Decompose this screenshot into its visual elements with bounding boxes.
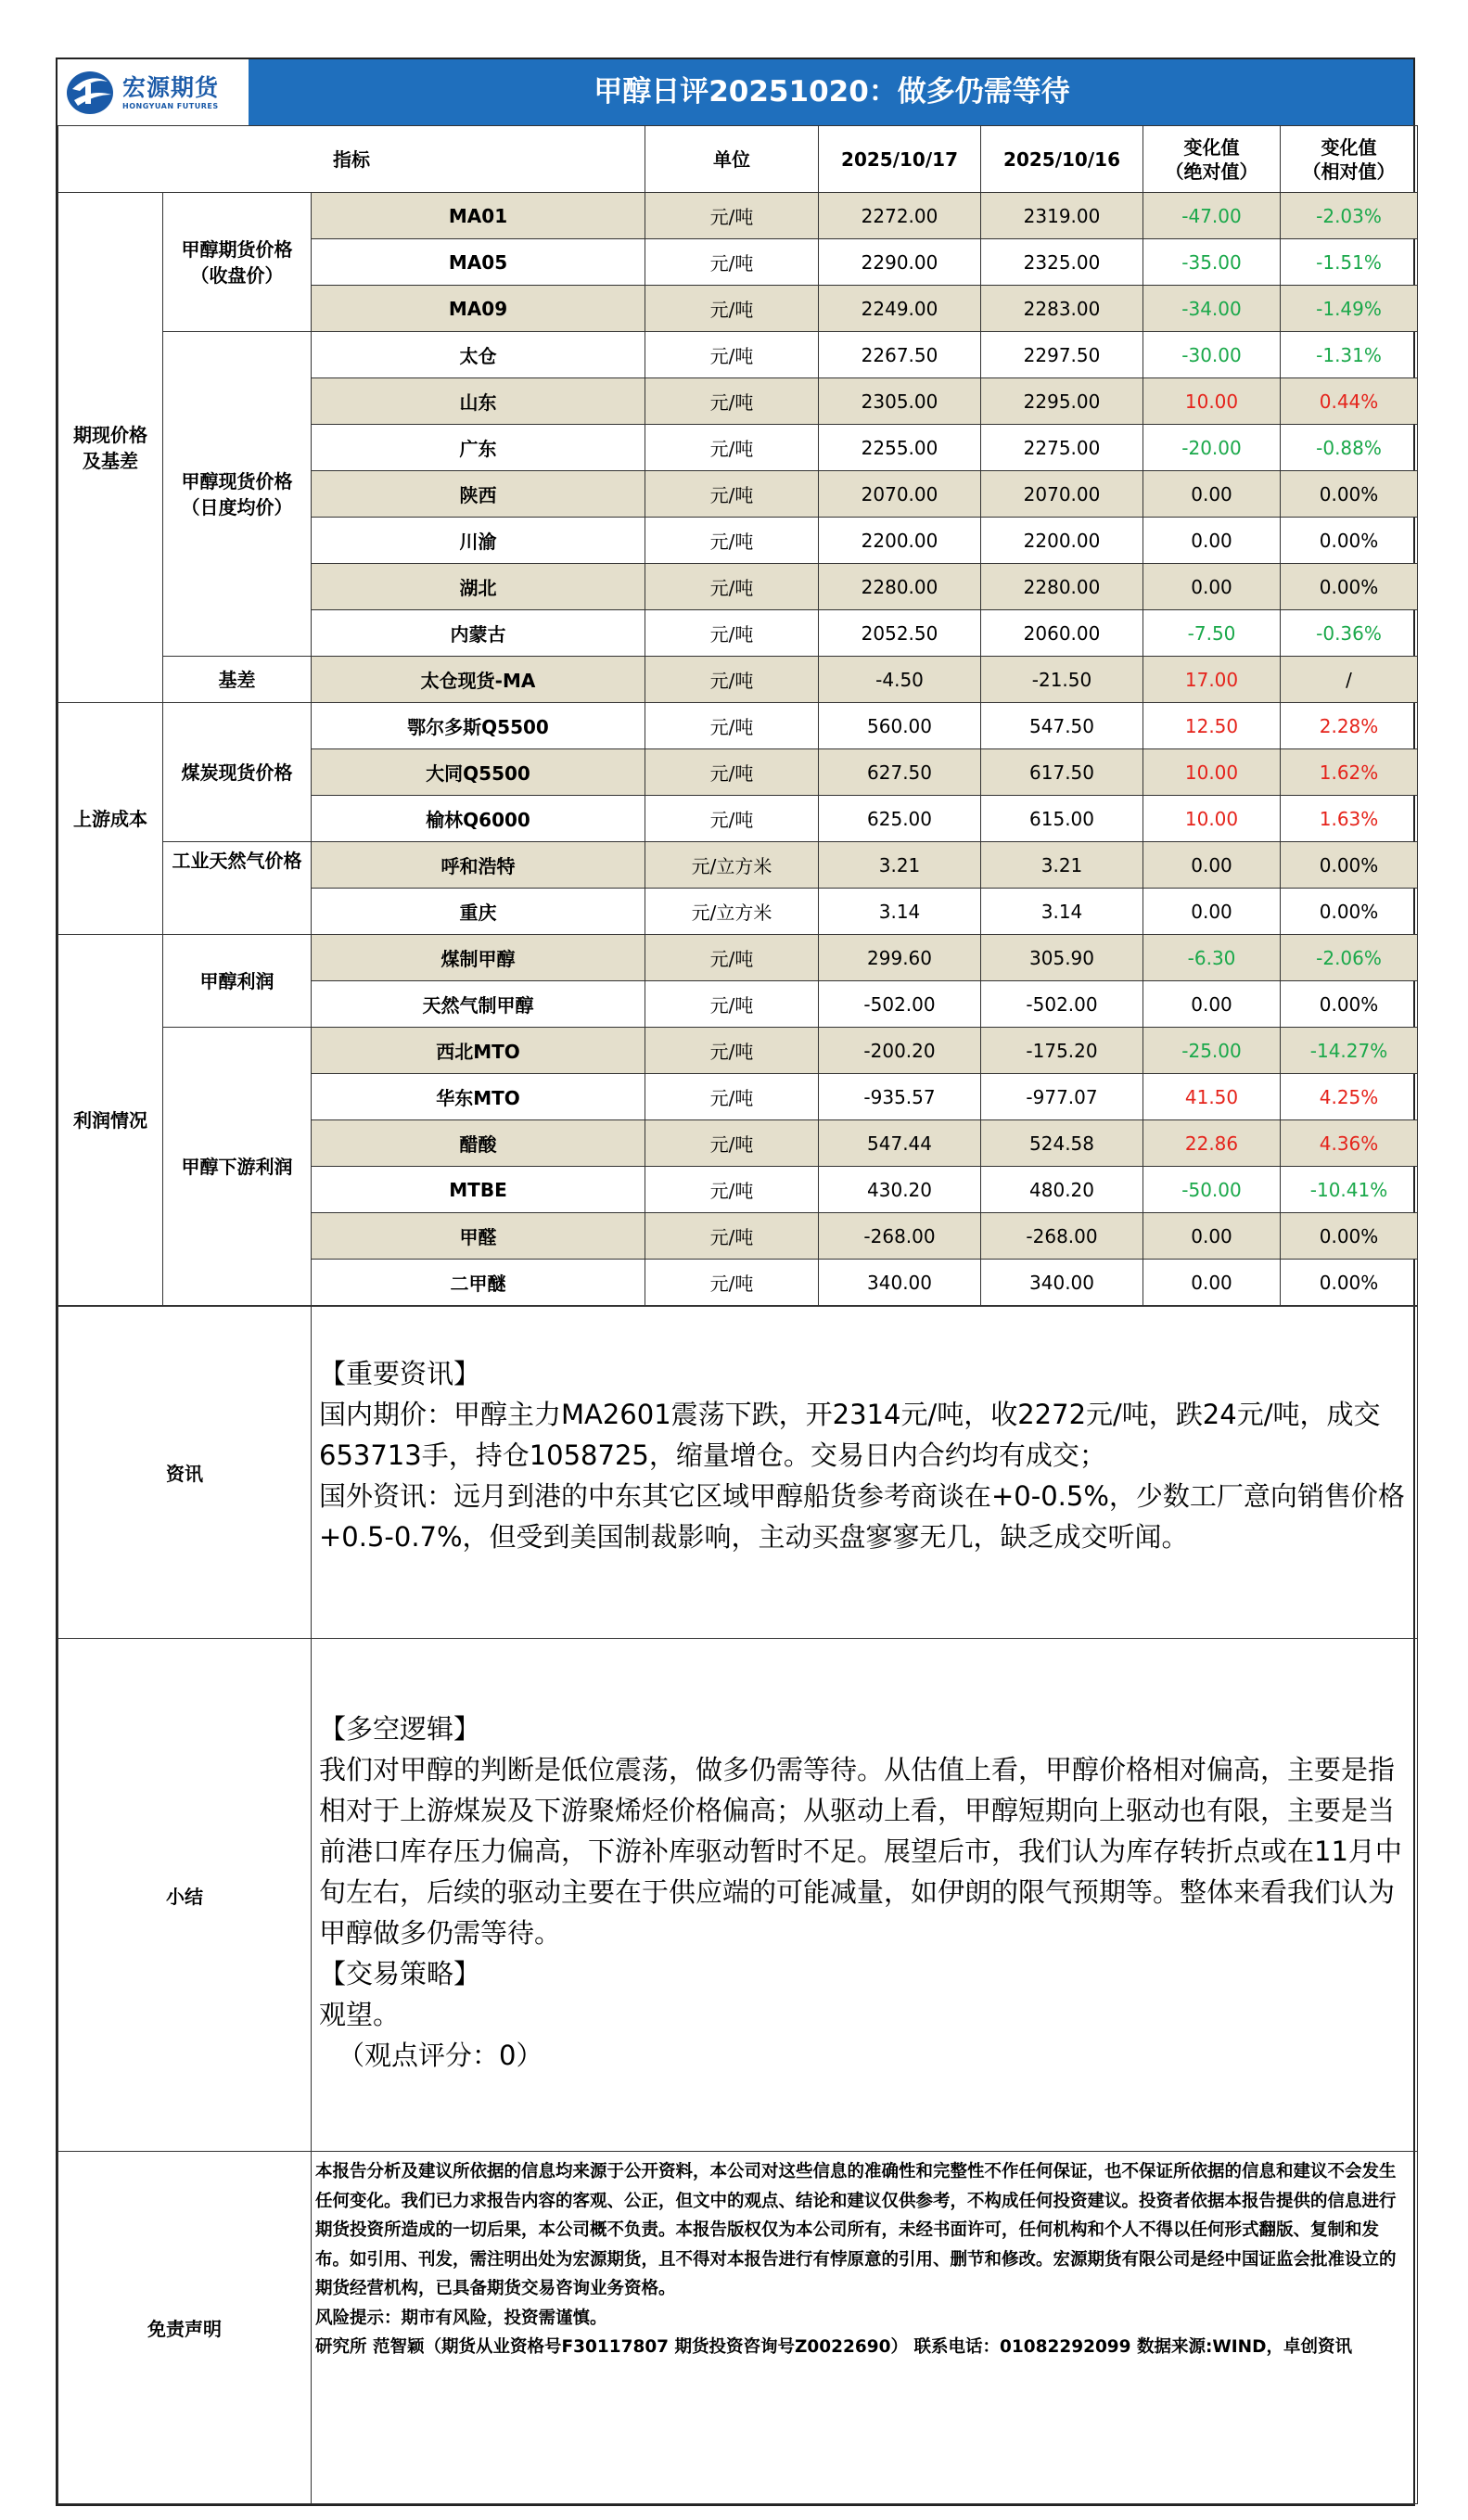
subcategory-meoh-profit: 甲醇利润 [163, 935, 312, 1028]
unit-cell: 元/吨 [645, 796, 819, 842]
value-date2: 547.50 [981, 703, 1143, 749]
summary-row [58, 1639, 1418, 2152]
value-date1: -935.57 [819, 1074, 981, 1120]
indicator-name: MA01 [312, 193, 645, 239]
unit-cell: 元/吨 [645, 610, 819, 657]
unit-cell: 元/吨 [645, 286, 819, 332]
disclaimer-row [58, 2152, 1418, 2504]
value-date2: -502.00 [981, 981, 1143, 1028]
news-foreign: 国外资讯：远月到港的中东其它区域甲醇船货参考商谈在+0-0.5%，少数工厂意向销售价格+0.5-0.7%，但受到美国制裁影响，主动买盘寥寥无几，缺乏成交听闻。 [319, 1480, 1405, 1553]
value-date2: 2200.00 [981, 518, 1143, 564]
value-date2: 2283.00 [981, 286, 1143, 332]
unit-cell: 元/吨 [645, 378, 819, 425]
rel-change-cell: 0.00% [1281, 1260, 1418, 1306]
table-row [58, 332, 1418, 378]
subcategory-coal-spot: 煤炭现货价格 [163, 703, 312, 842]
unit-cell: 元/吨 [645, 471, 819, 518]
col-header-date2: 2025/10/16 [981, 126, 1143, 193]
indicator-name: 太仓现货-MA [312, 657, 645, 703]
abs-change-cell: -35.00 [1143, 239, 1281, 286]
value-date1: 340.00 [819, 1260, 981, 1306]
category-upstream: 上游成本 [58, 703, 163, 935]
hongyuan-logo-icon [65, 69, 119, 117]
value-date1: 2255.00 [819, 425, 981, 471]
news-label: 资讯 [58, 1307, 312, 1639]
indicator-name: 鄂尔多斯Q5500 [312, 703, 645, 749]
view-score: （观点评分：0） [338, 2040, 543, 2071]
value-date1: 2249.00 [819, 286, 981, 332]
rel-change-line2: （相对值） [1302, 160, 1396, 183]
unit-cell: 元/吨 [645, 1260, 819, 1306]
unit-cell: 元/吨 [645, 1213, 819, 1260]
abs-change-cell: 17.00 [1143, 657, 1281, 703]
disclaimer-label: 免责声明 [58, 2152, 312, 2504]
value-date1: -200.20 [819, 1028, 981, 1074]
subcategory-text: 甲醇期货价格 [181, 237, 293, 261]
subcategory-futures-close [163, 193, 312, 332]
value-date2: -268.00 [981, 1213, 1143, 1260]
value-date2: 3.21 [981, 842, 1143, 889]
unit-cell: 元/吨 [645, 518, 819, 564]
value-date1: 2272.00 [819, 193, 981, 239]
abs-change-cell: -50.00 [1143, 1167, 1281, 1213]
value-date1: 299.60 [819, 935, 981, 981]
indicator-name: 西北MTO [312, 1028, 645, 1074]
subcategory-text: （日度均价） [181, 495, 293, 518]
rel-change-cell: 0.00% [1281, 471, 1418, 518]
indicator-name: 川渝 [312, 518, 645, 564]
abs-change-cell: -7.50 [1143, 610, 1281, 657]
rel-change-line1: 变化值 [1321, 135, 1377, 159]
logo-english-text: HONGYUAN FUTURES [122, 102, 219, 110]
rel-change-cell: 4.36% [1281, 1120, 1418, 1167]
value-date1: -4.50 [819, 657, 981, 703]
abs-change-line2: （绝对值） [1165, 160, 1258, 183]
unit-cell: 元/吨 [645, 425, 819, 471]
indicator-name: 二甲醚 [312, 1260, 645, 1306]
indicator-name: MA09 [312, 286, 645, 332]
value-date2: 2280.00 [981, 564, 1143, 610]
rel-change-cell: -0.36% [1281, 610, 1418, 657]
indicator-name: 广东 [312, 425, 645, 471]
indicator-name: 甲醛 [312, 1213, 645, 1260]
abs-change-cell: 0.00 [1143, 889, 1281, 935]
value-date1: 547.44 [819, 1120, 981, 1167]
abs-change-cell: -47.00 [1143, 193, 1281, 239]
logic-text: 我们对甲醇的判断是低位震荡，做多仍需等待。从估值上看，甲醇价格相对偏高，主要是指相对于上游煤炭及下游聚烯烃价格偏高；从驱动上看，甲醇短期向上驱动也有限，主要是当前港口库存压力偏高，下游补库驱动暂时不足。展望后市，我们认为库存转折点或在11月中旬左右，后续的驱动主要在于供应端的可能减量，如伊朗的限气预期等。整体来看我们认为甲醇做多仍需等待。 [319, 1754, 1402, 1949]
rel-change-cell: -2.03% [1281, 193, 1418, 239]
value-date1: 2200.00 [819, 518, 981, 564]
news-heading: 【重要资讯】 [319, 1358, 481, 1389]
unit-cell: 元/立方米 [645, 889, 819, 935]
unit-cell: 元/吨 [645, 564, 819, 610]
unit-cell: 元/吨 [645, 935, 819, 981]
value-date1: 2052.50 [819, 610, 981, 657]
value-date2: 2060.00 [981, 610, 1143, 657]
subcategory-basis: 基差 [163, 657, 312, 703]
value-date1: 430.20 [819, 1167, 981, 1213]
indicator-name: MTBE [312, 1167, 645, 1213]
table-row [58, 193, 1418, 239]
disclaimer-content [312, 2152, 1418, 2504]
unit-cell: 元/吨 [645, 1028, 819, 1074]
indicator-name: 呼和浩特 [312, 842, 645, 889]
strategy-text: 观望。 [319, 1999, 401, 2030]
table-row [58, 703, 1418, 749]
unit-cell: 元/吨 [645, 981, 819, 1028]
unit-cell: 元/吨 [645, 1120, 819, 1167]
report-title: 甲醇日评20251020：做多仍需等待 [594, 75, 1070, 109]
indicator-name: 山东 [312, 378, 645, 425]
unit-cell: 元/吨 [645, 657, 819, 703]
strategy-heading: 【交易策略】 [319, 1958, 481, 1989]
value-date1: 2290.00 [819, 239, 981, 286]
abs-change-cell: 41.50 [1143, 1074, 1281, 1120]
rel-change-cell: 1.63% [1281, 796, 1418, 842]
value-date2: -21.50 [981, 657, 1143, 703]
unit-cell: 元/吨 [645, 193, 819, 239]
abs-change-cell: -30.00 [1143, 332, 1281, 378]
rel-change-cell: 4.25% [1281, 1074, 1418, 1120]
unit-cell: 元/吨 [645, 703, 819, 749]
value-date1: 3.21 [819, 842, 981, 889]
table-row [58, 1028, 1418, 1074]
value-date2: 480.20 [981, 1167, 1143, 1213]
unit-cell: 元/吨 [645, 239, 819, 286]
rel-change-cell: -1.49% [1281, 286, 1418, 332]
col-header-abs-change [1143, 126, 1281, 193]
author-info: 研究所 范智颖（期货从业资格号F30117807 期货投资咨询号Z0022690） 联系电话：01082292099 数据来源:WIND，卓创资讯 [315, 2337, 1353, 2357]
value-date1: 2070.00 [819, 471, 981, 518]
category-text: 及基差 [83, 449, 138, 472]
category-spot-basis [58, 193, 163, 703]
unit-cell: 元/吨 [645, 1167, 819, 1213]
col-header-indicator: 指标 [58, 126, 645, 193]
rel-change-cell: 0.00% [1281, 518, 1418, 564]
abs-change-cell: 0.00 [1143, 981, 1281, 1028]
rel-change-cell: 2.28% [1281, 703, 1418, 749]
news-domestic: 国内期价：甲醇主力MA2601震荡下跌，开2314元/吨，收2272元/吨，跌24元/吨，成交653713手，持仓1058725，缩量增仓。交易日内合约均有成交； [319, 1399, 1381, 1471]
abs-change-cell: 0.00 [1143, 471, 1281, 518]
rel-change-cell: / [1281, 657, 1418, 703]
logic-heading: 【多空逻辑】 [319, 1713, 481, 1745]
rel-change-cell: 0.00% [1281, 1213, 1418, 1260]
value-date1: 2280.00 [819, 564, 981, 610]
abs-change-cell: -25.00 [1143, 1028, 1281, 1074]
rel-change-cell: 0.00% [1281, 564, 1418, 610]
rel-change-cell: -2.06% [1281, 935, 1418, 981]
abs-change-cell: 10.00 [1143, 378, 1281, 425]
indicator-name: 榆林Q6000 [312, 796, 645, 842]
rel-change-cell: -10.41% [1281, 1167, 1418, 1213]
unit-cell: 元/吨 [645, 749, 819, 796]
report-sheet [56, 58, 1415, 2506]
indicator-name: MA05 [312, 239, 645, 286]
abs-change-cell: 22.86 [1143, 1120, 1281, 1167]
title-bar [57, 58, 1413, 125]
abs-change-cell: 0.00 [1143, 518, 1281, 564]
subcategory-spot-daily [163, 332, 312, 657]
rel-change-cell: 1.62% [1281, 749, 1418, 796]
category-profit: 利润情况 [58, 935, 163, 1306]
value-date2: 2295.00 [981, 378, 1143, 425]
news-content [312, 1307, 1418, 1639]
rel-change-cell: -0.88% [1281, 425, 1418, 471]
abs-change-cell: -6.30 [1143, 935, 1281, 981]
abs-change-cell: 12.50 [1143, 703, 1281, 749]
abs-change-cell: 0.00 [1143, 842, 1281, 889]
indicator-name: 大同Q5500 [312, 749, 645, 796]
value-date1: -268.00 [819, 1213, 981, 1260]
abs-change-cell: 10.00 [1143, 749, 1281, 796]
subcategory-text: 甲醇现货价格 [181, 469, 293, 492]
table-row [58, 657, 1418, 703]
value-date2: -175.20 [981, 1028, 1143, 1074]
company-logo [57, 59, 250, 125]
value-date2: 2325.00 [981, 239, 1143, 286]
value-date1: 2267.50 [819, 332, 981, 378]
value-date1: 560.00 [819, 703, 981, 749]
indicator-name: 内蒙古 [312, 610, 645, 657]
value-date2: 617.50 [981, 749, 1143, 796]
value-date2: 340.00 [981, 1260, 1143, 1306]
table-row [58, 842, 1418, 889]
indicator-name: 煤制甲醇 [312, 935, 645, 981]
indicator-name: 太仓 [312, 332, 645, 378]
rel-change-cell: -1.51% [1281, 239, 1418, 286]
unit-cell: 元/立方米 [645, 842, 819, 889]
indicator-table [57, 125, 1418, 1306]
indicator-name: 天然气制甲醇 [312, 981, 645, 1028]
value-date1: 2305.00 [819, 378, 981, 425]
disclaimer-text: 本报告分析及建议所依据的信息均来源于公开资料，本公司对这些信息的准确性和完整性不作任何保证，也不保证所依据的信息和建议不会发生任何变化。我们已力求报告内容的客观、公正，但文中的观点、结论和建议仅供参考，不构成任何投资建议。投资者依据本报告提供的信息进行期货投资所造成的一切后果，本公司概不负责。本报告版权仅为本公司所有，未经书面许可，任何机构和个人不得以任何形式翻版、复制和发布。如引用、刊发，需注明出处为宏源期货，且不得对本报告进行有悖原意的引用、删节和修改。宏源期货有限公司是经中国证监会批准设立的期货经营机构，已具备期货交易咨询业务资格。 [315, 2162, 1397, 2298]
value-date2: 2275.00 [981, 425, 1143, 471]
subcategory-text: （收盘价） [190, 263, 284, 287]
rel-change-cell: 0.00% [1281, 889, 1418, 935]
value-date2: 2319.00 [981, 193, 1143, 239]
table-row [58, 935, 1418, 981]
value-date2: 3.14 [981, 889, 1143, 935]
indicator-name: 陕西 [312, 471, 645, 518]
value-date2: -977.07 [981, 1074, 1143, 1120]
col-header-date1: 2025/10/17 [819, 126, 981, 193]
unit-cell: 元/吨 [645, 332, 819, 378]
abs-change-cell: 0.00 [1143, 1260, 1281, 1306]
subcategory-downstream-profit: 甲醇下游利润 [163, 1028, 312, 1306]
category-text: 期现价格 [73, 423, 147, 446]
summary-content [312, 1639, 1418, 2152]
abs-change-line1: 变化值 [1183, 135, 1240, 159]
indicator-name: 醋酸 [312, 1120, 645, 1167]
value-date2: 305.90 [981, 935, 1143, 981]
rel-change-cell: 0.44% [1281, 378, 1418, 425]
abs-change-cell: 0.00 [1143, 1213, 1281, 1260]
logo-chinese-text: 宏源期货 [122, 74, 220, 101]
rel-change-cell: -14.27% [1281, 1028, 1418, 1074]
abs-change-cell: 10.00 [1143, 796, 1281, 842]
col-header-rel-change [1281, 126, 1418, 193]
subcategory-industrial-gas: 工业天然气价格 [163, 842, 312, 935]
abs-change-cell: -34.00 [1143, 286, 1281, 332]
table-header-row [58, 126, 1418, 193]
value-date2: 524.58 [981, 1120, 1143, 1167]
abs-change-cell: 0.00 [1143, 564, 1281, 610]
rel-change-cell: 0.00% [1281, 842, 1418, 889]
value-date2: 2297.50 [981, 332, 1143, 378]
news-row [58, 1307, 1418, 1639]
indicator-name: 湖北 [312, 564, 645, 610]
value-date1: -502.00 [819, 981, 981, 1028]
unit-cell: 元/吨 [645, 1074, 819, 1120]
rel-change-cell: 0.00% [1281, 981, 1418, 1028]
risk-warning: 风险提示：期市有风险，投资需谨慎。 [315, 2308, 607, 2328]
col-header-unit: 单位 [645, 126, 819, 193]
value-date1: 3.14 [819, 889, 981, 935]
commentary-table [57, 1306, 1418, 2504]
summary-label: 小结 [58, 1639, 312, 2152]
indicator-name: 重庆 [312, 889, 645, 935]
value-date2: 2070.00 [981, 471, 1143, 518]
indicator-name: 华东MTO [312, 1074, 645, 1120]
value-date1: 625.00 [819, 796, 981, 842]
abs-change-cell: -20.00 [1143, 425, 1281, 471]
value-date1: 627.50 [819, 749, 981, 796]
value-date2: 615.00 [981, 796, 1143, 842]
rel-change-cell: -1.31% [1281, 332, 1418, 378]
